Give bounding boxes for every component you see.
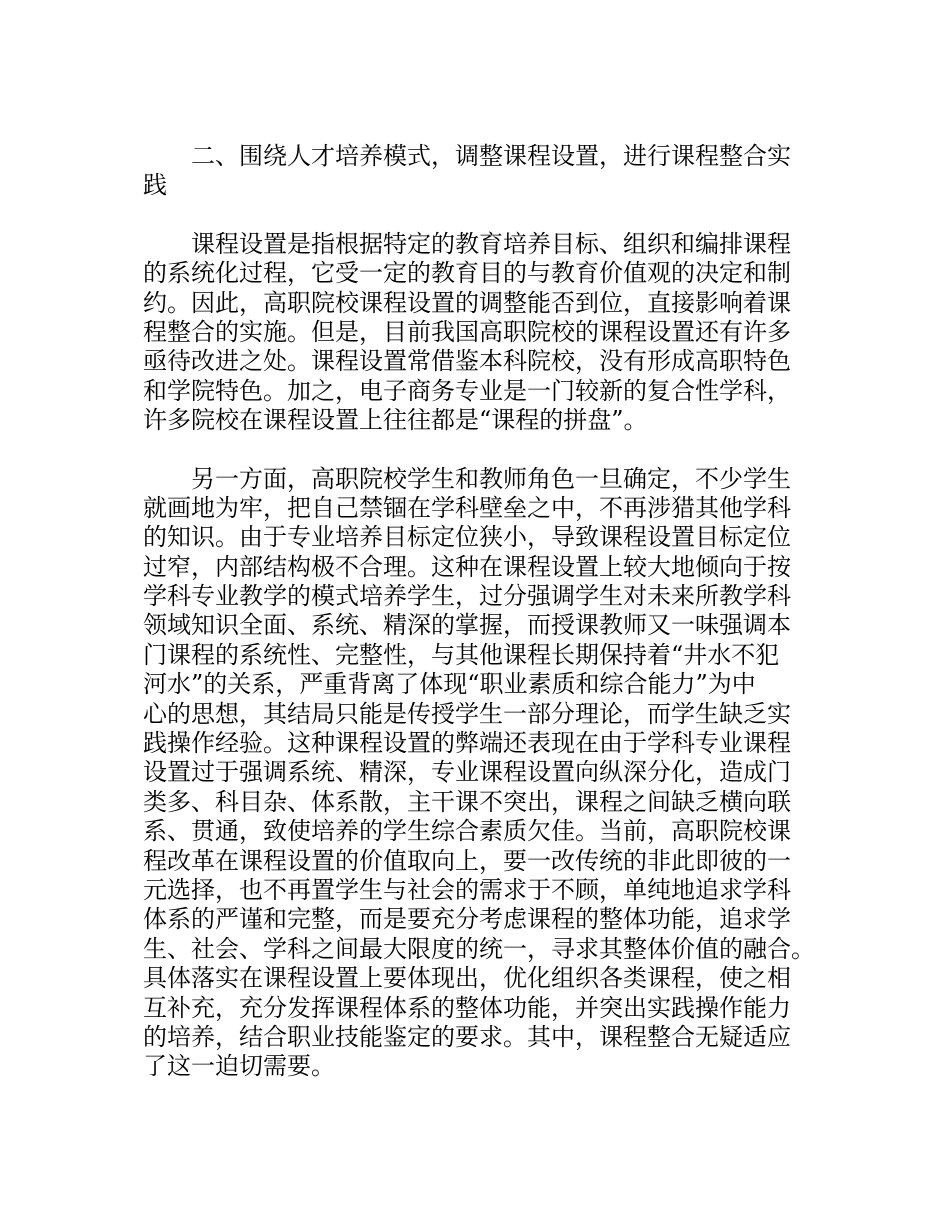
paragraph-line: 另一方面，高职院校学生和教师角色一旦确定，不少学生 — [191, 464, 791, 493]
paragraph-line: 领域知识全面、系统、精深的掌握，而授课教师又一味强调本 — [143, 611, 791, 640]
paragraph-2 — [143, 465, 823, 1082]
paragraph-line: 设置过于强调系统、精深，专业课程设置向纵深分化，造成门 — [143, 758, 791, 787]
heading-line: 二、围绕人才培养模式，调整课程设置，进行课程整合实 — [191, 142, 791, 170]
paragraph-line: 程整合的实施。但是，目前我国高职院校的课程设置还有许多 — [143, 317, 791, 346]
paragraph-line: 约。因此，高职院校课程设置的调整能否到位，直接影响着课 — [143, 288, 791, 317]
paragraph-line: 心的思想，其结局只能是传授学生一部分理论，而学生缺乏实 — [143, 699, 791, 728]
paragraph-line: 河水”的关系，严重背离了体现“职业素质和综合能力”为中 — [143, 670, 756, 699]
paragraph-line: 具体落实在课程设置上要体现出，优化组织各类课程，使之相 — [143, 964, 791, 993]
paragraph-line: 体系的严谨和完整，而是要充分考虑课程的整体功能，追求学 — [143, 905, 791, 934]
paragraph-gap — [143, 201, 823, 230]
paragraph-line: 的系统化过程，它受一定的教育目的与教育价值观的决定和制 — [143, 259, 791, 288]
paragraph-line: 课程设置是指根据特定的教育培养目标、组织和编排课程 — [191, 229, 791, 258]
document-body — [143, 142, 823, 1082]
paragraph-line: 元选择，也不再置学生与社会的需求于不顾，单纯地追求学科 — [143, 875, 791, 904]
paragraph-line: 生、社会、学科之间最大限度的统一，寻求其整体价值的融合。 — [143, 934, 815, 963]
paragraph-1 — [143, 230, 823, 436]
paragraph-line: 践操作经验。这种课程设置的弊端还表现在由于学科专业课程 — [143, 729, 791, 758]
paragraph-line: 门课程的系统性、完整性，与其他课程长期保持着“井水不犯 — [143, 640, 780, 669]
heading-line: 践 — [143, 171, 167, 200]
paragraph-line: 类多、科目杂、体系散，主干课不突出，课程之间缺乏横向联 — [143, 787, 791, 816]
paragraph-line: 过窄，内部结构极不合理。这种在课程设置上较大地倾向于按 — [143, 552, 791, 581]
section-heading — [143, 142, 823, 201]
paragraph-line: 学科专业教学的模式培养学生，过分强调学生对未来所教学科 — [143, 582, 791, 611]
paragraph-line: 亟待改进之处。课程设置常借鉴本科院校，没有形成高职特色 — [143, 347, 791, 376]
paragraph-line: 程改革在课程设置的价值取向上，要一改传统的非此即彼的一 — [143, 846, 791, 875]
paragraph-line: 了这一迫切需要。 — [143, 1052, 335, 1081]
paragraph-line: 和学院特色。加之，电子商务专业是一门较新的复合性学科， — [143, 376, 791, 405]
paragraph-line: 的知识。由于专业培养目标定位狭小，导致课程设置目标定位 — [143, 523, 791, 552]
paragraph-line: 许多院校在课程设置上往往都是“课程的拼盘”。 — [143, 406, 648, 435]
paragraph-line: 互补充，充分发挥课程体系的整体功能，并突出实践操作能力 — [143, 993, 791, 1022]
paragraph-line: 系、贯通，致使培养的学生综合素质欠佳。当前，高职院校课 — [143, 817, 791, 846]
paragraph-line: 的培养，结合职业技能鉴定的要求。其中，课程整合无疑适应 — [143, 1022, 791, 1051]
paragraph-gap — [143, 436, 823, 465]
paragraph-line: 就画地为牢，把自己禁锢在学科壁垒之中，不再涉猎其他学科 — [143, 493, 791, 522]
